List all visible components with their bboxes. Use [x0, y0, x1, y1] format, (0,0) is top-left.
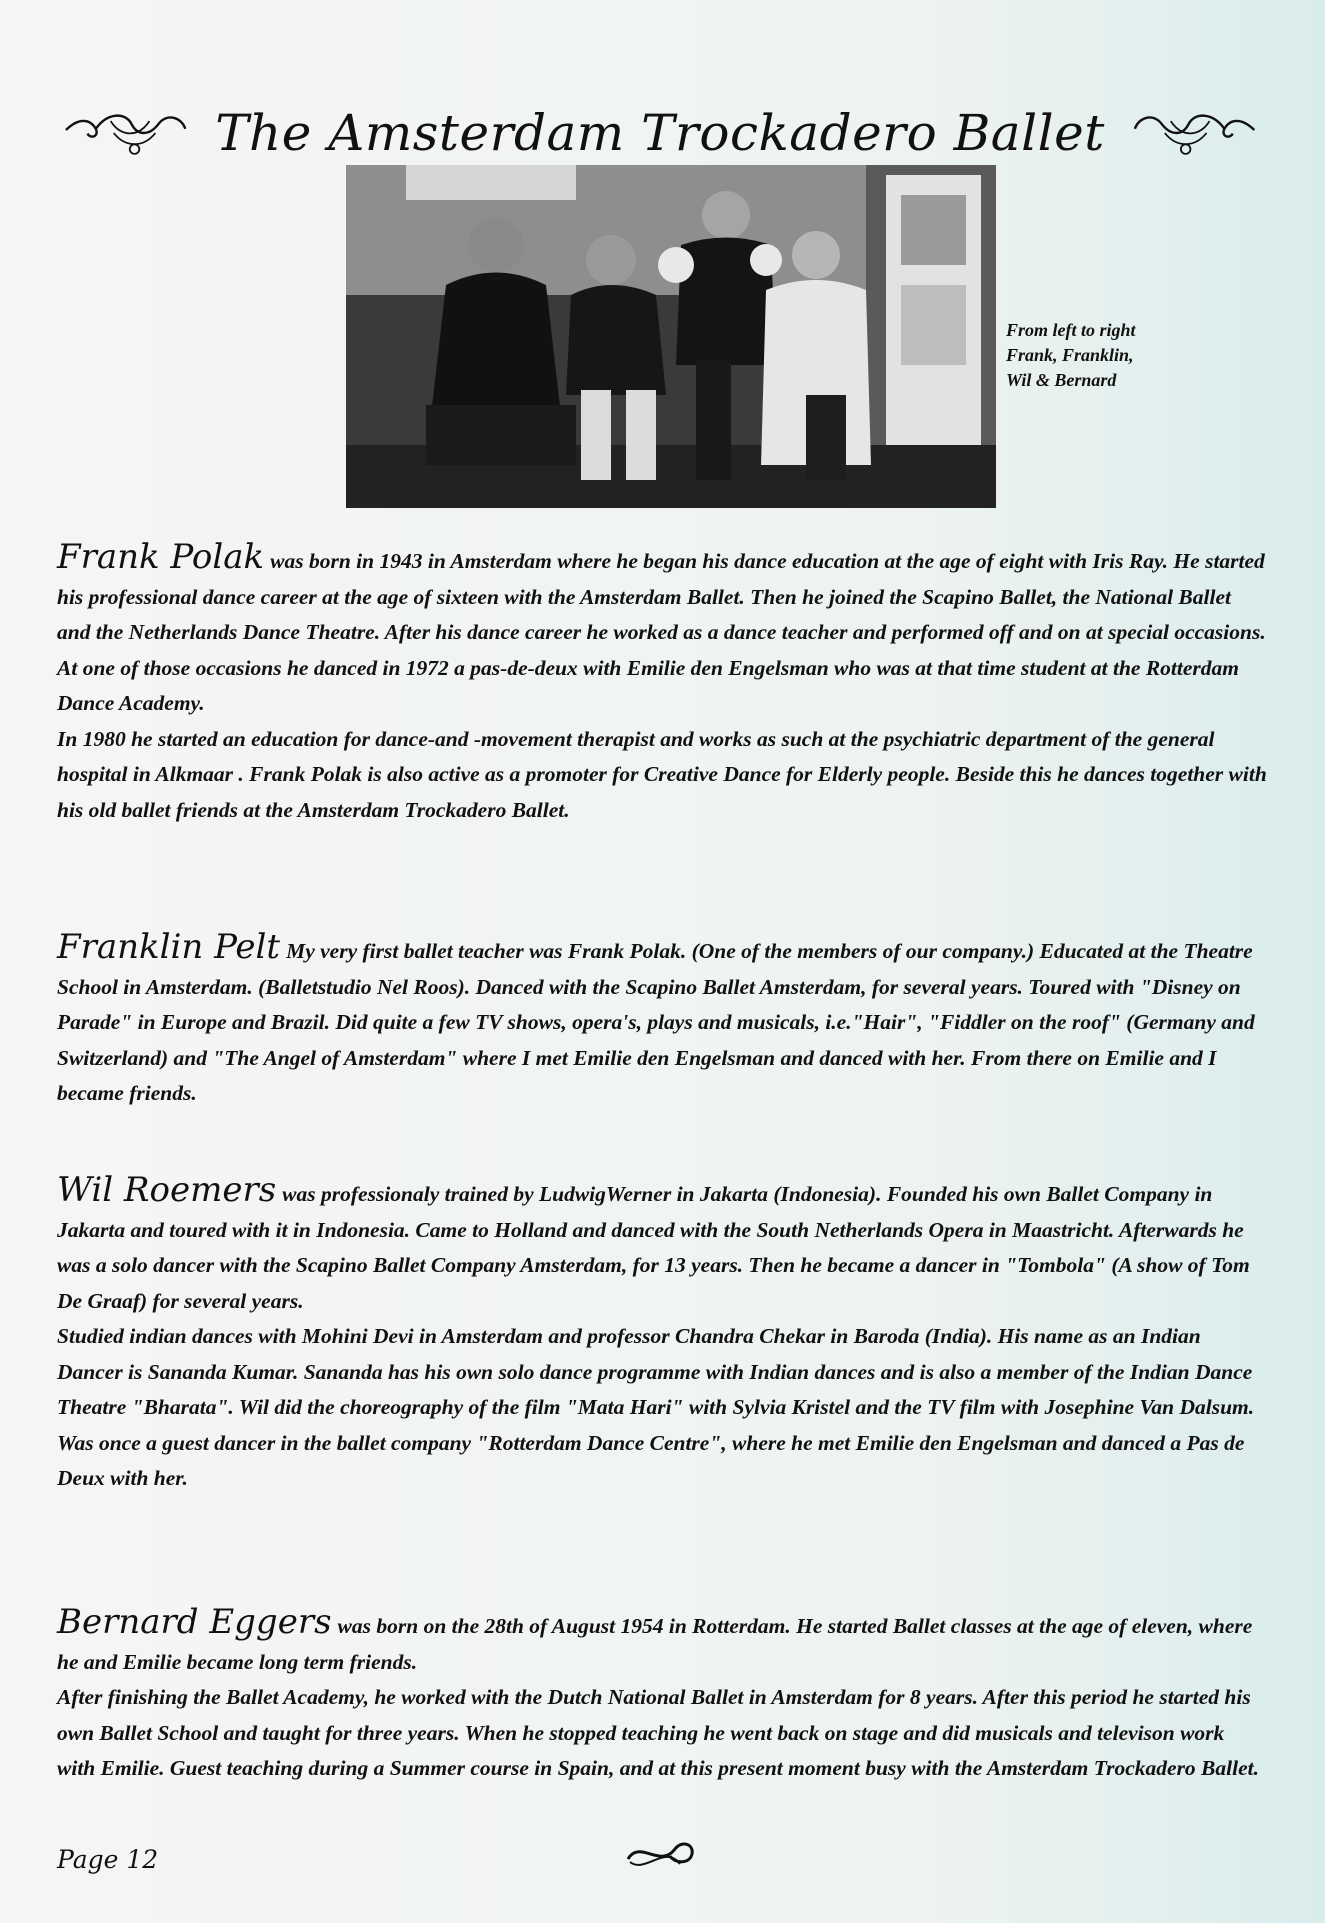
bio-name: Franklin Pelt: [57, 927, 281, 967]
dancers-photo-illustration: [346, 165, 996, 508]
bio-text: was born in 1943 in Amsterdam where he began his dance education at the age of eight with Iris Ray. He started his professional dance career at the age of sixteen with the Amsterdam Ballet. Then he joined the Scapino Ballet, the National Ballet and the Netherlands Dance Theatre. After his dance career he worked as a dance teacher and performed off and on at special occasions. At one of those occasions he danced in 1972 a pas-de-deux with Emilie den Engelsman who was at that time student at the Rotterdam Dance Academy.: [57, 549, 1266, 715]
page-number: Page 12: [57, 1845, 159, 1874]
bio-text: My very first ballet teacher was Frank Polak. (One of the members of our company.) Educated at the Theatre School in Amsterdam. (Balletstudio Nel Roos). Danced with the Scapino Ballet Amsterdam, for several years. Toured with "Disney on Parade" in Europe and Brazil. Did quite a few TV shows, opera's, plays and musicals, i.e."Hair", "Fiddler on the roof" (Germany and Switzerland) and "The Angel of Amsterdam" where I met Emilie den Engelsman and danced with her. From there on Emilie and I became friends.: [57, 939, 1255, 1105]
bio-name: Bernard Eggers: [57, 1602, 332, 1642]
bio-frank-polak: [57, 537, 1267, 828]
bio-text: was born on the 28th of August 1954 in Rotterdam. He started Ballet classes at the age of eleven, where he and Emilie became long term friends.: [57, 1614, 1253, 1674]
bio-bernard-eggers: [57, 1602, 1267, 1787]
bio-name: Frank Polak: [57, 537, 265, 577]
bio-name: Wil Roemers: [57, 1170, 277, 1210]
bio-paragraph: [57, 1602, 1267, 1680]
bio-wil-roemers: [57, 1170, 1267, 1497]
flourish-icon: [620, 1834, 700, 1874]
caption-line: Wil & Bernard: [1006, 370, 1117, 390]
bio-paragraph: [57, 927, 1267, 1112]
caption-line: From left to right: [1006, 320, 1136, 340]
bio-paragraph: Studied indian dances with Mohini Devi in Amsterdam and professor Chandra Chekar in Baroda (India). His name as an Indian Dancer is Sananda Kumar. Sananda has his own solo dance programme with Indian dances and is also a member of the Indian Dance Theatre "Bharata". Wil did the choreography of the film "Mata Hari" with Sylvia Kristel and the TV film with Josephine Van Dalsum. Was once a guest dancer in the ballet company "Rotterdam Dance Centre", where he met Emilie den Engelsman and danced a Pas de Deux with her.: [57, 1324, 1255, 1490]
bio-paragraph: After finishing the Ballet Academy, he worked with the Dutch National Ballet in Amsterdam for 8 years. After this period he started his own Ballet School and taught for three years. When he stopped teaching he went back on stage and did musicals and televison work with Emilie. Guest teaching during a Summer course in Spain, and at this present moment busy with the Amsterdam Trockadero Ballet.: [57, 1685, 1259, 1780]
page-title: The Amsterdam Trockadero Ballet: [215, 104, 1105, 162]
caption-line: Frank, Franklin,: [1006, 345, 1134, 365]
bio-paragraph: In 1980 he started an education for dance-and -movement therapist and works as such at the psychiatric department of the general hospital in Alkmaar . Frank Polak is also active as a promoter for Creative Dance for Elderly people. Beside this he dances together with his old ballet friends at the Amsterdam Trockadero Ballet.: [57, 726, 1267, 822]
left-scroll-ornament-icon: [60, 88, 191, 178]
group-photo: [346, 165, 996, 508]
bio-franklin-pelt: [57, 927, 1267, 1112]
bio-paragraph: [57, 537, 1267, 722]
bio-text: was professionaly trained by LudwigWerner in Jakarta (Indonesia). Founded his own Ballet Company in Jakarta and toured with it in Indonesia. Came to Holland and danced with the South Netherlands Opera in Maastricht. Afterwards he was a solo dancer with the Scapino Ballet Company Amsterdam, for 13 years. Then he became a dancer in "Tombola" (A show of Tom De Graaf) for several years.: [57, 1182, 1250, 1313]
bio-paragraph: [57, 1170, 1267, 1319]
right-scroll-ornament-icon: [1129, 88, 1260, 178]
photo-caption: [1006, 318, 1176, 393]
